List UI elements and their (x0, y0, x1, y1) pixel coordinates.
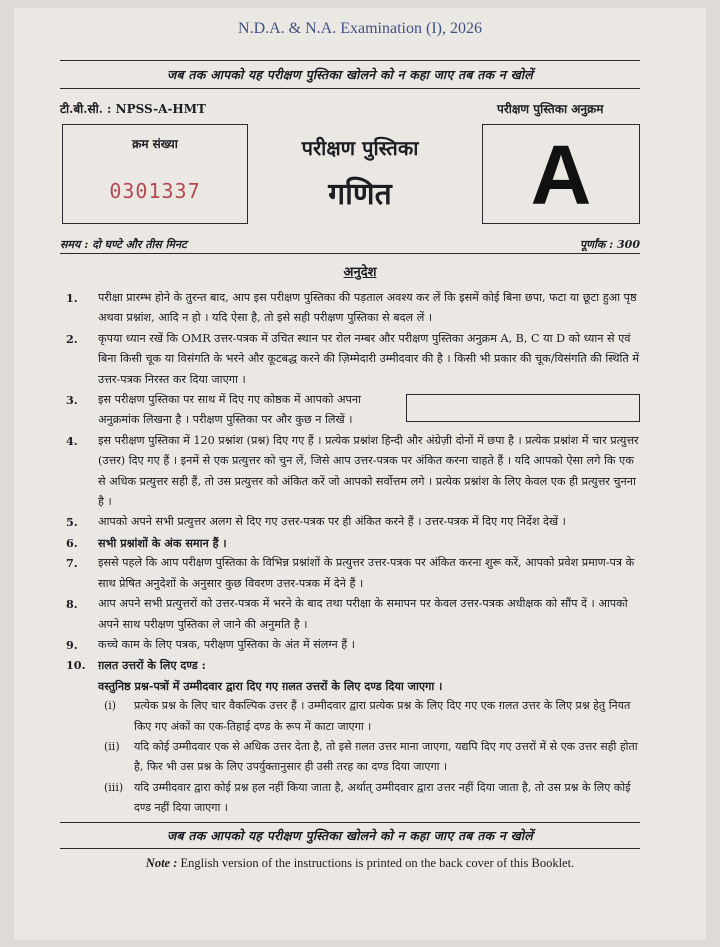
note-text: English version of the instructions is printed on the back cover of this Booklet. (177, 856, 575, 870)
penalty-number: (ii) (104, 739, 120, 753)
series-letter: A (530, 128, 592, 222)
instruction-number: 3. (66, 393, 78, 408)
serial-number-label: क्रम संख्या (132, 137, 178, 151)
bottom-rule (60, 822, 640, 823)
note-label: Note : (145, 856, 178, 870)
meta-rule (60, 253, 640, 254)
booklet-title: परीक्षण पुस्तिका (301, 136, 419, 160)
top-rule (60, 60, 640, 61)
instruction-text: आप अपने सभी प्रत्युत्तरों को उत्तर-पत्रक में भरने के बाद तथा परीक्षा के समापन पर केवल उत्तर-पत्रक अधीक्षक को सौंप दें । आपको अपने साथ परीक्षण पुस्तिका ले जाने की अनुमति है । (98, 597, 628, 631)
open-warning-top: जब तक आपको यह परीक्षण पुस्तिका खोलने को न कहा जाए तब तक न खोलें (167, 67, 533, 82)
instruction-text: ग़लत उत्तरों के लिए दण्ड : (98, 658, 206, 673)
instruction-text: इससे पहले कि आप परीक्षण पुस्तिका के विभिन्न प्रश्नांशों के प्रत्युत्तर उत्तर-पत्रक पर अंकित करना शुरू करें, आपको प्रवेश प्रमाण-पत्र के साथ प्रेषित अनुदेशों के अनुसार कुछ विवरण उत्तर-पत्रक में देने हैं । (98, 556, 635, 590)
instruction-number: 2. (66, 331, 78, 346)
english-version-note (0, 856, 720, 871)
serial-number: 0301337 (109, 179, 201, 203)
instructions-list (60, 288, 640, 819)
instruction-text: इस परीक्षण पुस्तिका में 120 प्रश्नांश (प्रश्न) दिए गए हैं । प्रत्येक प्रश्नांश हिन्दी और अंग्रेज़ी दोनों में छपा है । प्रत्येक प्रश्नांश में चार प्रत्युत्तर (उत्तर) दिए गए हैं । इनमें से एक प्रत्युत्तर को चुन लें, जिसे आप उत्तर-पत्रक पर अंकित करना चाहते हैं । यदि आपको ऐसा लगे कि एक से अधिक प्रत्युत्तर सही हैं, तो उस प्रत्युत्तर को अंकित करें जो आपको सर्वोत्तम लगे । प्रत्येक प्रश्नांश के लिए केवल एक ही प्रत्युत्तर चुनना है । (98, 433, 639, 509)
tbc-code: टी.बी.सी. : NPSS-A-HMT (60, 102, 206, 116)
penalty-text: यदि कोई उम्मीदवार एक से अधिक उत्तर देता है, तो इसे ग़लत उत्तर माना जाएगा, यद्यपि दिए गए उत्तरों में से एक उत्तर सही होता है, फिर भी उस प्रश्न के लिए उपर्युक्तानुसार ही उसी तरह का दण्ड दिया जाएगा । (134, 739, 638, 774)
penalty-item (60, 737, 640, 778)
instruction-item (60, 512, 640, 532)
penalty-text: प्रत्येक प्रश्न के लिए चार वैकल्पिक उत्तर हैं । उम्मीदवार द्वारा प्रत्येक प्रश्न के लिए दिए गए एक ग़लत उत्तर के लिए प्रश्न हेतु नियत किए गए अंकों का एक-तिहाई दण्ड के रूप में काटा जाएगा । (134, 699, 631, 733)
exam-title: N.D.A. & N.A. Examination (I), 2026 (238, 20, 482, 37)
instruction-item (60, 655, 640, 675)
instruction-text: सभी प्रश्नांशों के अंक समान हैं । (98, 535, 227, 550)
instruction-item (60, 431, 640, 513)
instructions-heading: अनुदेश (343, 265, 377, 280)
serial-number-box (62, 124, 248, 224)
instruction-item (60, 553, 640, 594)
instruction-text: परीक्षा प्रारम्भ होने के तुरन्त बाद, आप इस परीक्षण पुस्तिका की पड़ताल अवश्य कर लें कि इसमें कोई बिना छपा, फटा या छूटा हुआ पृष्ठ अथवा प्रश्नांश, आदि न हो । यदि ऐसा है, तो इसे सही परीक्षण पुस्तिका से बदल लें । (98, 291, 637, 325)
instruction-text: इस परीक्षण पुस्तिका पर साथ में दिए गए कोष्ठक में आपको अपना अनुक्रमांक लिखना है । परीक्षण पुस्तिका पर और कुछ न लिखें । (98, 393, 361, 427)
instruction-number: 8. (66, 597, 78, 612)
instruction-item (60, 390, 640, 431)
instruction-text: कच्चे काम के लिए पत्रक, परीक्षण पुस्तिका के अंत में संलग्न हैं । (98, 637, 356, 651)
instruction-item (60, 288, 640, 329)
penalty-number: (i) (104, 699, 117, 713)
penalty-intro: वस्तुनिष्ठ प्रश्न-पत्रों में उम्मीदवार द्वारा दिए गए ग़लत उत्तरों के लिए दण्ड दिया जाएगा । (98, 678, 443, 693)
maximum-marks: पूर्णांक : 300 (579, 238, 640, 251)
instruction-number: 6. (66, 535, 78, 550)
roll-number-box[interactable] (406, 394, 640, 422)
instruction-number: 10. (66, 658, 86, 673)
instruction-text: कृपया ध्यान रखें कि OMR उत्तर-पत्रक में उचित स्थान पर रोल नम्बर और परीक्षण पुस्तिका अनुक्रम A, B, C या D को ध्यान से एवं बिना किसी चूक या विसंगति के भरने और कूटबद्ध करने की ज़िम्मेदारी उम्मीदवार की है । किसी भी प्रकार की चूक/विसंगति की स्थिति में उत्तर-पत्रक निरस्त कर दिया जाएगा । (98, 331, 640, 386)
series-box (482, 124, 640, 224)
penalty-item (60, 778, 640, 819)
instruction-number: 1. (66, 291, 78, 305)
open-warning-bottom: जब तक आपको यह परीक्षण पुस्तिका खोलने को न कहा जाए तब तक न खोलें (167, 828, 533, 843)
bottom-rule-lower (60, 848, 640, 849)
subject-title: गणित (328, 177, 392, 212)
instruction-item (60, 594, 640, 635)
top-rule-lower (60, 88, 640, 89)
instruction-number: 5. (66, 515, 78, 530)
time-allowed: समय : दो घण्टे और तीस मिनट (60, 238, 187, 251)
instruction-number: 9. (66, 637, 78, 652)
instruction-item (60, 533, 640, 553)
instruction-item (60, 329, 640, 390)
booklet-series-label: परीक्षण पुस्तिका अनुक्रम (497, 102, 604, 116)
instruction-text: आपको अपने सभी प्रत्युत्तर अलग से दिए गए उत्तर-पत्रक पर ही अंकित करने हैं । उत्तर-पत्रक में दिए गए निर्देश देखें । (98, 515, 566, 529)
penalty-number: (iii) (104, 780, 124, 794)
instruction-number: 7. (66, 556, 78, 571)
instruction-number: 4. (66, 433, 78, 448)
penalty-item (60, 696, 640, 737)
penalty-text: यदि उम्मीदवार द्वारा कोई प्रश्न हल नहीं किया जाता है, अर्थात् उम्मीदवार द्वारा उत्तर नहीं दिया जाता है, तो उस प्रश्न के लिए कोई दण्ड नहीं दिया जाएगा । (134, 780, 631, 815)
instruction-item (60, 635, 640, 655)
